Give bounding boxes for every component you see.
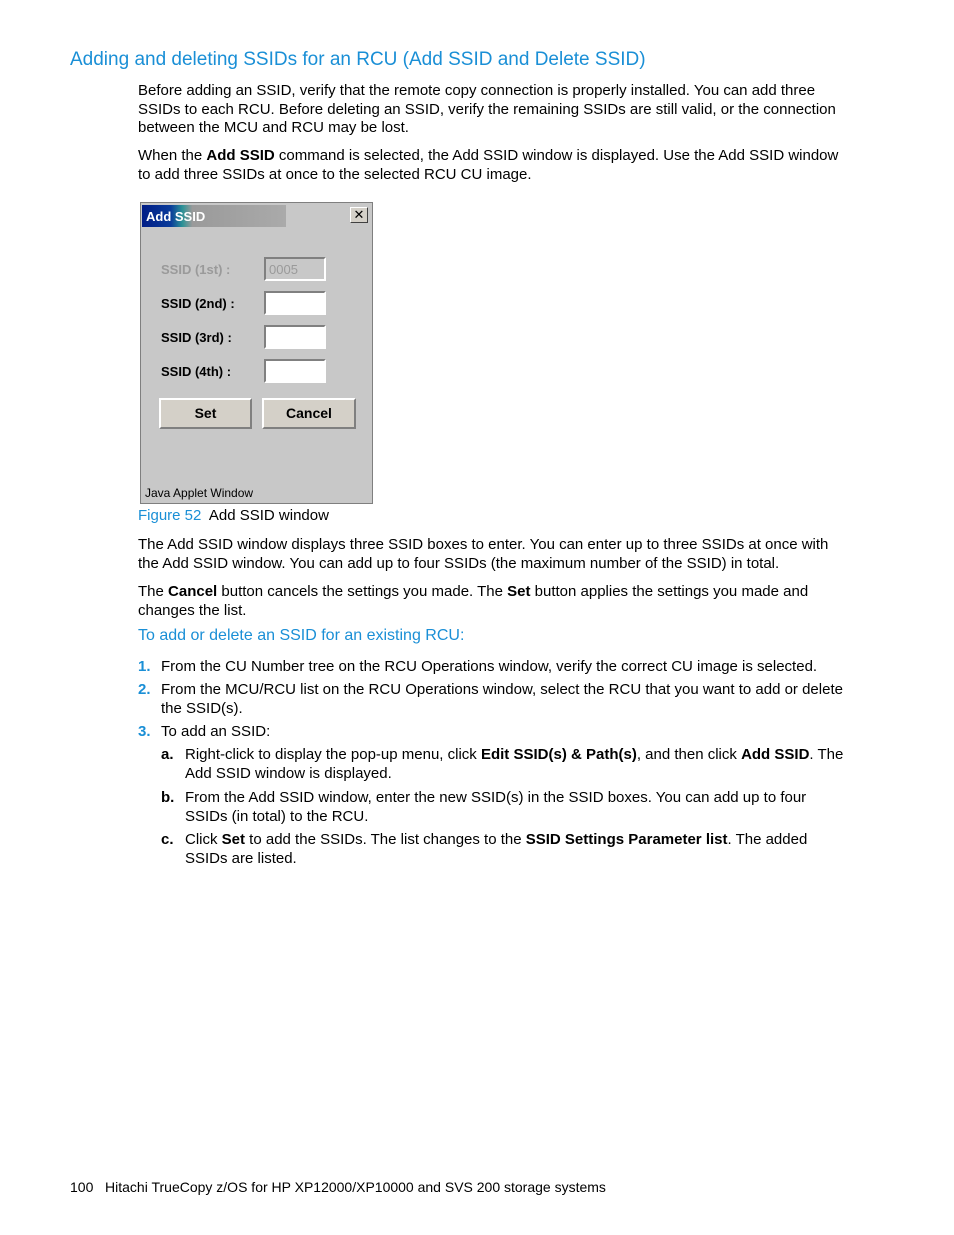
step-number: 1. — [138, 658, 151, 675]
substep-text: Click Set to add the SSIDs. The list changes to the SSID Settings Parameter list. The added SSIDs are listed. — [185, 831, 808, 867]
substep-text: Right-click to display the pop-up menu, click Edit SSID(s) & Path(s), and then click Add SSID. The Add SSID window is displayed. — [185, 746, 844, 782]
procedure-heading: To add or delete an SSID for an existing RCU: — [138, 627, 465, 644]
ssid-4th-label: SSID (4th) : — [161, 364, 232, 379]
ssid-2nd-label: SSID (2nd) : — [161, 296, 235, 311]
step-number: 2. — [138, 681, 151, 698]
add-ssid-dialog — [140, 202, 373, 504]
section-heading: Adding and deleting SSIDs for an RCU (Add SSID and Delete SSID) — [70, 49, 646, 70]
substep-letter: c. — [161, 831, 174, 848]
ssid-1st-field — [264, 257, 326, 281]
ssid-3rd-label: SSID (3rd) : — [161, 330, 232, 345]
figure-caption: Figure 52 Add SSID window — [138, 507, 329, 524]
step-text: From the MCU/RCU list on the RCU Operations window, select the RCU that you want to add or delete the SSID(s). — [161, 681, 843, 717]
intro-paragraph: Before adding an SSID, verify that the remote copy connection is properly installed. You can add three SSIDs to each RCU. Before deleting an SSID, verify the remaining SSIDs are still valid, or the connection between the MCU and RCU may be lost. — [138, 82, 836, 136]
substep-letter: b. — [161, 789, 175, 806]
command-paragraph: When the Add SSID command is selected, the Add SSID window is displayed. Use the Add SSID window to add three SSIDs at once to the selected RCU CU image. — [138, 147, 839, 183]
ssid-3rd-field[interactable] — [264, 325, 326, 349]
description-paragraph: The Add SSID window displays three SSID boxes to enter. You can enter up to three SSIDs at once with the Add SSID window. You can add up to four SSIDs (the maximum number of the SSID) in total. — [138, 536, 829, 572]
cancel-button[interactable]: Cancel — [262, 398, 356, 429]
applet-footer: Java Applet Window — [145, 486, 254, 500]
substep-text: From the Add SSID window, enter the new SSID(s) in the SSID boxes. You can add up to four SSIDs (in total) to the RCU. — [185, 789, 807, 825]
step-number: 3. — [138, 723, 151, 740]
ssid-1st-label: SSID (1st) : — [161, 262, 231, 277]
substep-letter: a. — [161, 746, 174, 763]
dialog-titlebar — [142, 205, 286, 227]
step-text: To add an SSID: — [161, 723, 271, 740]
buttons-paragraph: The Cancel button cancels the settings you made. The Set button applies the settings you made and changes the list. — [138, 583, 809, 619]
ssid-2nd-field[interactable] — [264, 291, 326, 315]
set-button[interactable]: Set — [159, 398, 252, 429]
dialog-title: Add SSID — [146, 209, 206, 224]
page-footer: 100 Hitachi TrueCopy z/OS for HP XP12000/XP10000 and SVS 200 storage systems — [70, 1179, 606, 1195]
close-icon[interactable]: ✕ — [350, 207, 368, 223]
ssid-4th-field[interactable] — [264, 359, 326, 383]
step-text: From the CU Number tree on the RCU Operations window, verify the correct CU image is selected. — [161, 658, 818, 675]
